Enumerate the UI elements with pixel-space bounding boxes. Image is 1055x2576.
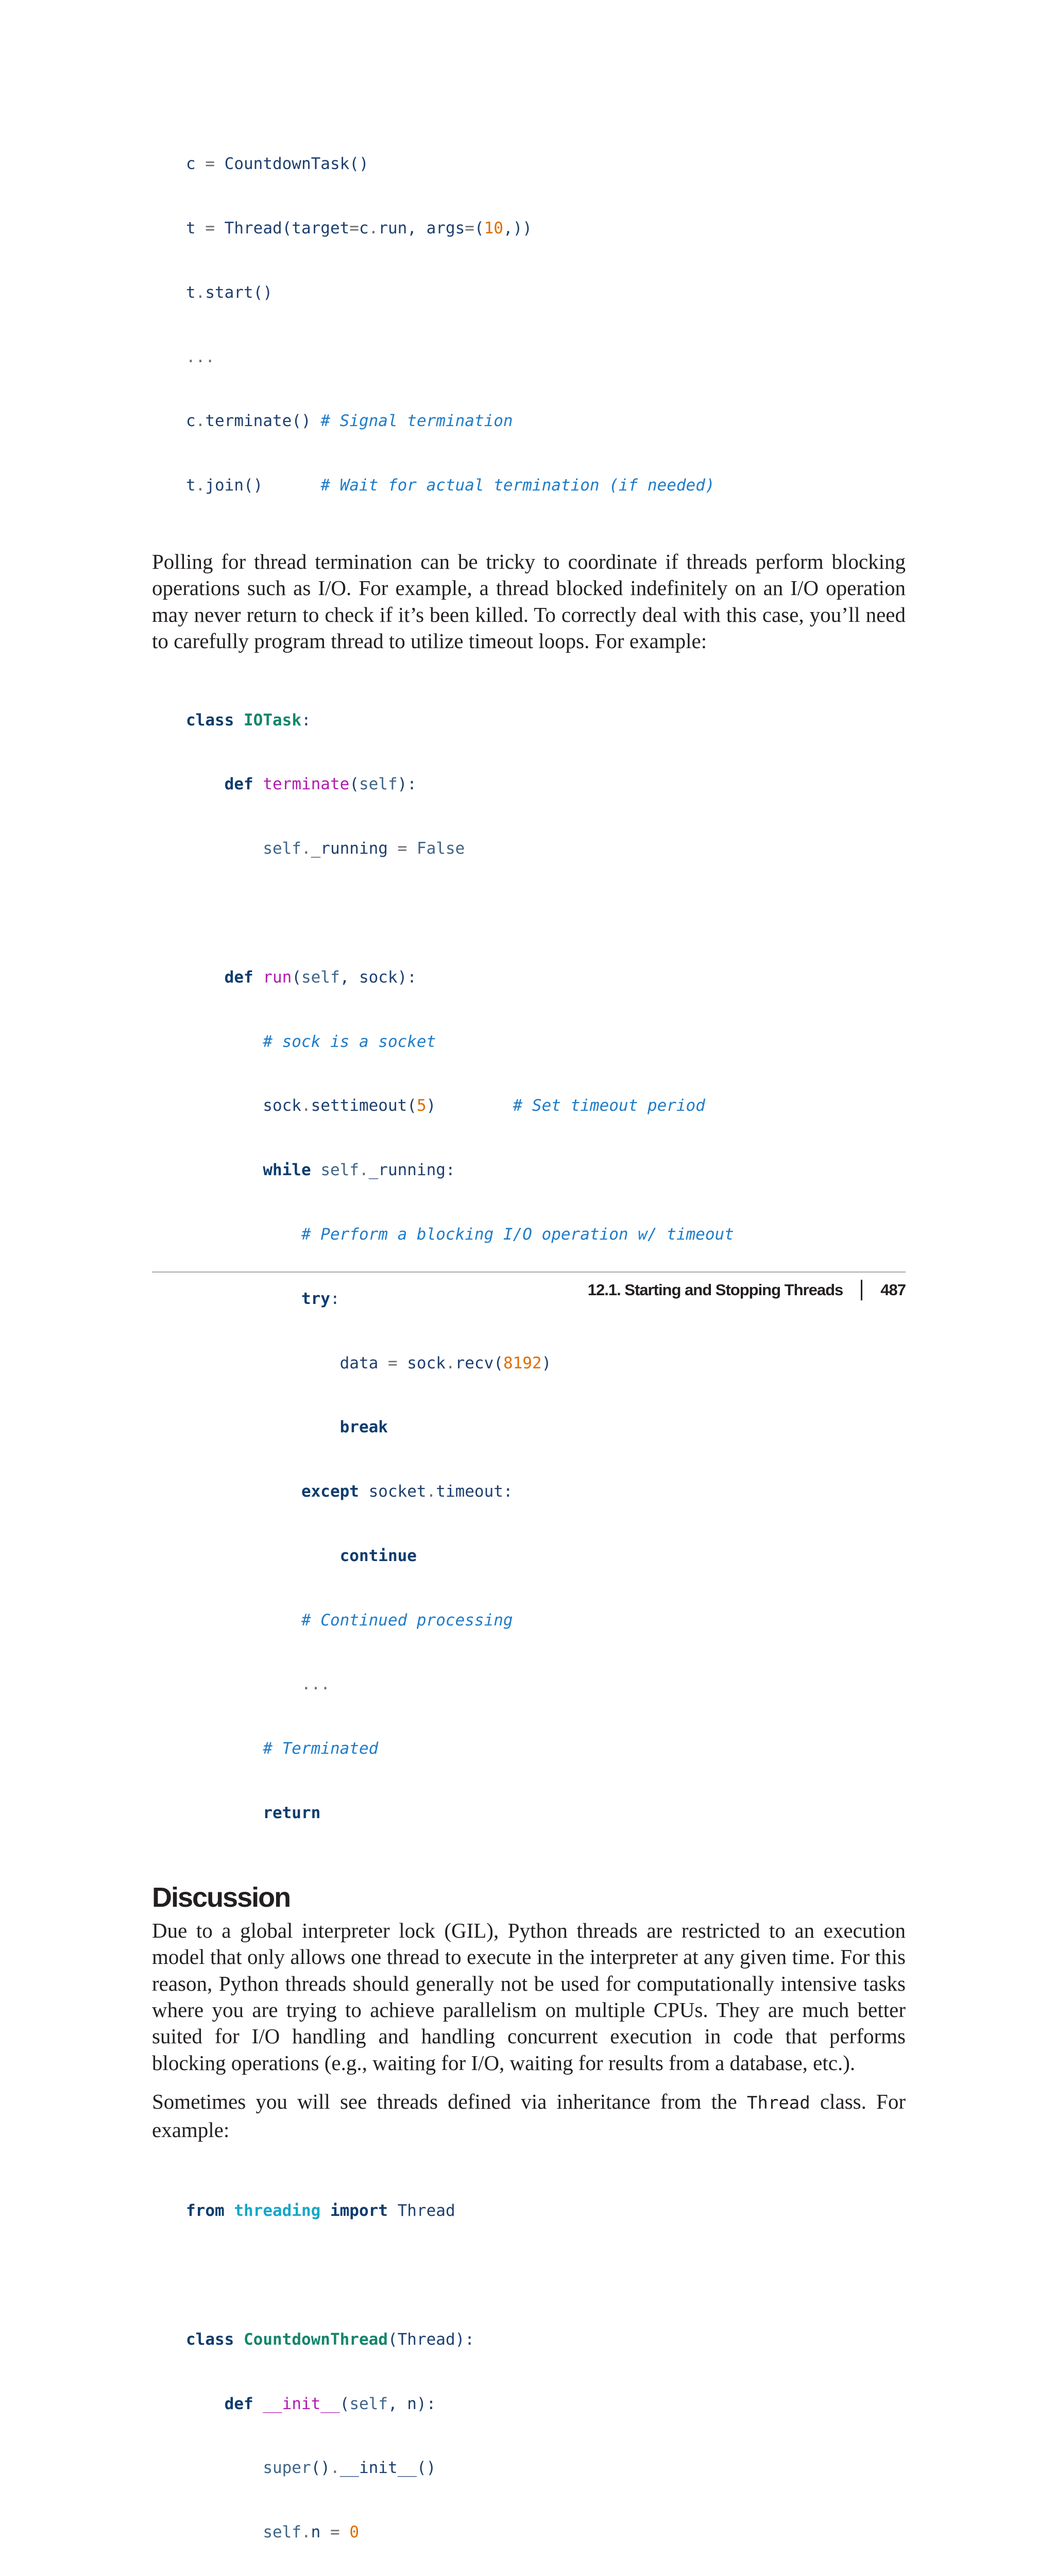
code-line: # sock is a socket	[263, 1032, 436, 1051]
footer-divider	[152, 1272, 906, 1273]
code-line: def __init__(self, n):	[224, 2394, 436, 2413]
code-line: t = Thread(target=c.run, args=(10,))	[186, 218, 532, 238]
code-line: self._running = False	[263, 839, 465, 858]
code-block-iotask	[152, 667, 906, 1867]
page-footer	[588, 1280, 906, 1300]
section-heading: Discussion	[152, 1882, 291, 1913]
code-line	[186, 2265, 906, 2286]
code-line	[186, 903, 906, 924]
code-line: t.start()	[186, 283, 273, 302]
code-line: # Perform a blocking I/O operation w/ timeout	[301, 1225, 734, 1244]
code-line: return	[263, 1803, 321, 1822]
code-line: class IOTask:	[186, 710, 311, 730]
code-line: break	[339, 1418, 388, 1437]
code-line: # Continued processing	[301, 1611, 513, 1630]
code-line: try:	[301, 1289, 340, 1308]
code-line: except socket.timeout:	[301, 1482, 513, 1501]
page-number: 487	[880, 1281, 906, 1299]
code-line: self.n = 0	[263, 2523, 359, 2542]
code-line: def terminate(self):	[224, 775, 417, 794]
code-line: ...	[301, 1675, 330, 1694]
code-line: continue	[339, 1546, 417, 1565]
code-line: # Terminated	[263, 1739, 379, 1758]
inline-code: Thread	[746, 2093, 810, 2114]
code-line: super().__init__()	[263, 2459, 436, 2478]
code-line: c = CountdownTask()	[186, 155, 369, 174]
code-line: sock.settimeout(5) # Set timeout period	[186, 1096, 705, 1115]
code-line: t.join() # Wait for actual termination (if needed)	[186, 476, 715, 495]
code-line: data = sock.recv(8192)	[186, 1353, 552, 1372]
paragraph-inheritance: Sometimes you will see threads defined via inheritance from the Thread class. For example:	[152, 2090, 906, 2142]
code-line: class CountdownThread(Thread):	[186, 2330, 474, 2349]
code-line: def run(self, sock):	[224, 968, 417, 987]
paragraph-polling: Polling for thread termination can be tricky to coordinate if threads perform blocking operations such as I/O. For example, a thread blocked indefinitely on an I/O operation may never return to check if it’s been killed. To correctly deal with this case, you’ll need to carefully program thread to utilize timeout loops. For example:	[152, 549, 906, 653]
code-block-countdown-usage	[152, 111, 906, 539]
footer-separator	[861, 1280, 862, 1300]
page-content	[152, 111, 906, 2576]
paragraph-gil: Due to a global interpreter lock (GIL), Python threads are restricted to an execution model that only allows one thread to execute in the interpreter at any given time. For this reason, Python threads should generally not be used for computationally intensive tasks where you are trying to achieve parallelism on multiple CPUs. They are much better suited for I/O handling and handling concurrent execution in code that performs blocking operations (e.g., waiting for I/O, waiting for results from a database, etc.).	[152, 1918, 906, 2075]
footer-section-title: 12.1. Starting and Stopping Threads	[587, 1281, 843, 1299]
code-line: while self._running:	[263, 1161, 455, 1180]
code-line: ...	[186, 347, 215, 366]
code-line: from threading import Thread	[186, 2201, 455, 2221]
code-block-countdown-thread	[152, 2158, 906, 2576]
code-line: c.terminate() # Signal termination	[186, 412, 513, 431]
